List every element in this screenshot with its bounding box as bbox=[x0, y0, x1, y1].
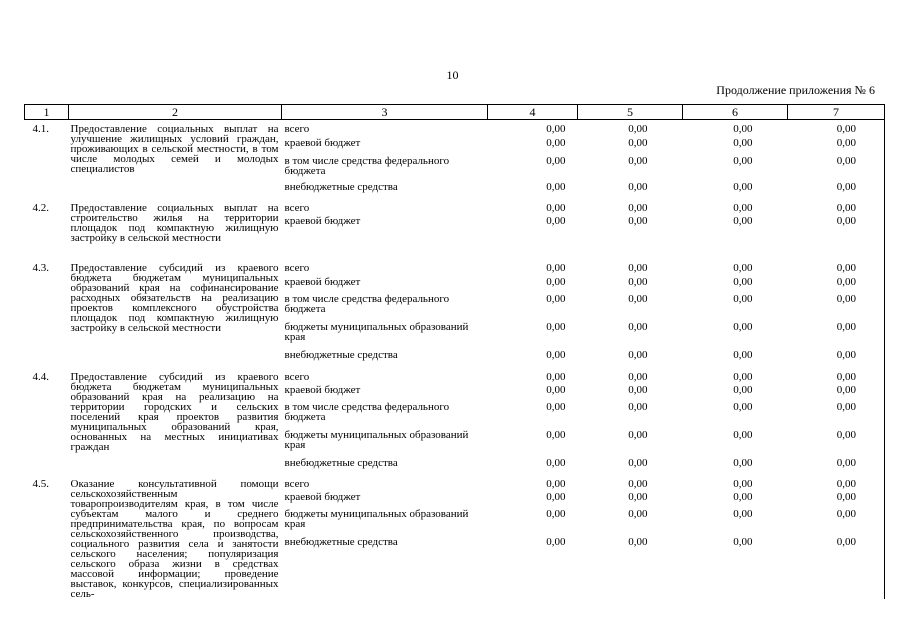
amount-cell: 0,00 bbox=[546, 201, 566, 214]
col-header-4: 4 bbox=[488, 105, 578, 120]
continuation-note: Продолжение приложения № 6 bbox=[716, 83, 875, 97]
row-code: 4.4. bbox=[32, 370, 49, 383]
amount-cell: 0,00 bbox=[546, 348, 566, 361]
amount-cell: 0,00 bbox=[628, 136, 648, 149]
amount-cell: 0,00 bbox=[546, 136, 566, 149]
amount-cell: 0,00 bbox=[628, 536, 648, 549]
col-header-2: 2 bbox=[69, 105, 282, 120]
table-body bbox=[25, 120, 885, 599]
funding-source: краевой бюджет bbox=[284, 383, 361, 396]
amount-cell: 0,00 bbox=[546, 292, 566, 305]
funding-source: краевой бюджет bbox=[284, 214, 361, 227]
amount-cell: 0,00 bbox=[733, 456, 753, 469]
amount-cell: 0,00 bbox=[788, 322, 885, 350]
row-code: 4.2. bbox=[32, 201, 49, 214]
funding-source: в том числе средства федерального бюджета bbox=[284, 292, 450, 315]
row-description: Предоставление субсидий из краевого бюджета бюджетам муниципальных образований края на реализацию на территории городских и сельских поселений края проектов развития муниципальных образований края, основанных на местных инициативах граждан bbox=[70, 370, 279, 453]
funding-source: всего bbox=[284, 370, 310, 383]
amount-cell: 0,00 bbox=[628, 370, 648, 383]
amount-cell: 0,00 bbox=[628, 348, 648, 361]
funding-source: бюджеты муниципальных образований края bbox=[284, 428, 469, 451]
col-header-1: 1 bbox=[25, 105, 69, 120]
funding-source: в том числе средства федерального бюджета bbox=[284, 400, 450, 423]
funding-source: всего bbox=[284, 477, 310, 490]
amount-cell: 0,00 bbox=[733, 400, 753, 413]
funding-source: внебюджетные средства bbox=[284, 536, 398, 549]
table-row bbox=[25, 259, 885, 277]
amount-cell: 0,00 bbox=[628, 154, 648, 167]
amount-cell: 0,00 bbox=[628, 123, 648, 135]
amount-cell: 0,00 bbox=[546, 477, 566, 490]
amount-cell: 0,00 bbox=[628, 428, 648, 441]
table-row bbox=[25, 199, 885, 216]
amount-cell: 0,00 bbox=[788, 537, 885, 598]
col-header-6: 6 bbox=[683, 105, 788, 120]
row-code: 4.1. bbox=[32, 123, 49, 135]
amount-cell: 0,00 bbox=[733, 154, 753, 167]
amount-cell: 0,00 bbox=[788, 277, 885, 294]
row-description: Оказание консультативной помощи сельскохозяйственным товаропроизводителям края, в том числе субъектам малого и среднего предпринимательства края, по вопросам сельскохозяйственного производства, социального развития села и занятости сельского населения; популяризация сельского образа жизни в средствах массовой информации; проведение выставок, конкурсов, специализированных сель- bbox=[70, 477, 279, 600]
amount-cell: 0,00 bbox=[628, 201, 648, 214]
amount-cell: 0,00 bbox=[788, 156, 885, 182]
amount-cell: 0,00 bbox=[733, 508, 753, 521]
amount-cell: 0,00 bbox=[788, 430, 885, 458]
funding-source: краевой бюджет bbox=[284, 275, 361, 288]
amount-cell: 0,00 bbox=[628, 508, 648, 521]
amount-cell: 0,00 bbox=[733, 428, 753, 441]
funding-source: бюджеты муниципальных образований края bbox=[284, 320, 469, 343]
amount-cell: 0,00 bbox=[733, 201, 753, 214]
amount-cell: 0,00 bbox=[546, 536, 566, 549]
funding-source: внебюджетные средства bbox=[284, 180, 398, 193]
amount-cell: 0,00 bbox=[546, 370, 566, 383]
amount-cell: 0,00 bbox=[788, 350, 885, 368]
header-row bbox=[25, 105, 885, 120]
row-code: 4.5. bbox=[32, 477, 49, 490]
amount-cell: 0,00 bbox=[546, 456, 566, 469]
funding-source: всего bbox=[284, 261, 310, 274]
amount-cell: 0,00 bbox=[546, 400, 566, 413]
funding-source: внебюджетные средства bbox=[284, 348, 398, 361]
amount-cell: 0,00 bbox=[628, 400, 648, 413]
amount-cell: 0,00 bbox=[788, 120, 885, 138]
amount-cell: 0,00 bbox=[788, 385, 885, 402]
amount-cell: 0,00 bbox=[546, 383, 566, 396]
amount-cell: 0,00 bbox=[546, 320, 566, 333]
col-header-3: 3 bbox=[282, 105, 488, 120]
amount-cell: 0,00 bbox=[733, 123, 753, 135]
amount-cell: 0,00 bbox=[788, 294, 885, 322]
amount-cell: 0,00 bbox=[546, 214, 566, 227]
amount-cell: 0,00 bbox=[733, 180, 753, 193]
amount-cell: 0,00 bbox=[788, 182, 885, 199]
funding-source: краевой бюджет bbox=[284, 136, 361, 149]
amount-cell: 0,00 bbox=[788, 492, 885, 509]
amount-cell: 0,00 bbox=[788, 259, 885, 277]
funding-source: всего bbox=[284, 201, 310, 214]
amount-cell: 0,00 bbox=[628, 383, 648, 396]
amount-cell: 0,00 bbox=[628, 261, 648, 274]
amount-cell: 0,00 bbox=[788, 199, 885, 216]
amount-cell: 0,00 bbox=[733, 275, 753, 288]
amount-cell: 0,00 bbox=[546, 180, 566, 193]
row-description: Предоставление субсидий из краевого бюджета бюджетам муниципальных образований края на софинансирование расходных обязательств на реализацию проектов комплексного обустройства площадок под компактную жилищную застройку в сельской местности bbox=[70, 261, 279, 334]
amount-cell: 0,00 bbox=[733, 536, 753, 549]
amount-cell: 0,00 bbox=[546, 428, 566, 441]
amount-cell: 0,00 bbox=[628, 180, 648, 193]
amount-cell: 0,00 bbox=[733, 214, 753, 227]
table-row bbox=[25, 368, 885, 385]
amount-cell: 0,00 bbox=[628, 456, 648, 469]
amount-cell: 0,00 bbox=[788, 216, 885, 259]
amount-cell: 0,00 bbox=[733, 348, 753, 361]
funding-source: бюджеты муниципальных образований края bbox=[284, 508, 469, 531]
amount-cell: 0,00 bbox=[733, 370, 753, 383]
amount-cell: 0,00 bbox=[788, 509, 885, 537]
col-header-5: 5 bbox=[578, 105, 683, 120]
amount-cell: 0,00 bbox=[733, 261, 753, 274]
amount-cell: 0,00 bbox=[546, 154, 566, 167]
amount-cell: 0,00 bbox=[733, 136, 753, 149]
amount-cell: 0,00 bbox=[546, 275, 566, 288]
table-row bbox=[25, 475, 885, 492]
row-code: 4.3. bbox=[32, 261, 49, 274]
amount-cell: 0,00 bbox=[733, 292, 753, 305]
amount-cell: 0,00 bbox=[788, 368, 885, 385]
row-description: Предоставление социальных выплат на строительство жилья на территории площадок под компактную жилищную застройку в сельской местности bbox=[70, 201, 279, 244]
amount-cell: 0,00 bbox=[788, 402, 885, 430]
amount-cell: 0,00 bbox=[788, 458, 885, 475]
amount-cell: 0,00 bbox=[546, 261, 566, 274]
amount-cell: 0,00 bbox=[788, 138, 885, 156]
page-number: 10 bbox=[446, 68, 459, 82]
row-description: Предоставление социальных выплат на улучшение жилищных условий граждан, проживающих в сельской местности, в том числе молодых семей и молодых специалистов bbox=[70, 123, 279, 175]
amount-cell: 0,00 bbox=[628, 275, 648, 288]
amount-cell: 0,00 bbox=[628, 320, 648, 333]
amount-cell: 0,00 bbox=[628, 292, 648, 305]
amount-cell: 0,00 bbox=[788, 475, 885, 492]
amount-cell: 0,00 bbox=[733, 320, 753, 333]
funding-source: в том числе средства федерального бюджета bbox=[284, 154, 450, 177]
amount-cell: 0,00 bbox=[733, 383, 753, 396]
amount-cell: 0,00 bbox=[546, 123, 566, 135]
amount-cell: 0,00 bbox=[628, 490, 648, 503]
amount-cell: 0,00 bbox=[628, 214, 648, 227]
funding-source: краевой бюджет bbox=[284, 490, 361, 503]
amount-cell: 0,00 bbox=[733, 490, 753, 503]
amount-cell: 0,00 bbox=[733, 477, 753, 490]
funding-source: всего bbox=[284, 123, 310, 135]
amount-cell: 0,00 bbox=[546, 508, 566, 521]
col-header-7: 7 bbox=[788, 105, 885, 120]
budget-table bbox=[24, 104, 885, 599]
funding-source: внебюджетные средства bbox=[284, 456, 398, 469]
amount-cell: 0,00 bbox=[628, 477, 648, 490]
amount-cell: 0,00 bbox=[546, 490, 566, 503]
table-row bbox=[25, 120, 885, 138]
